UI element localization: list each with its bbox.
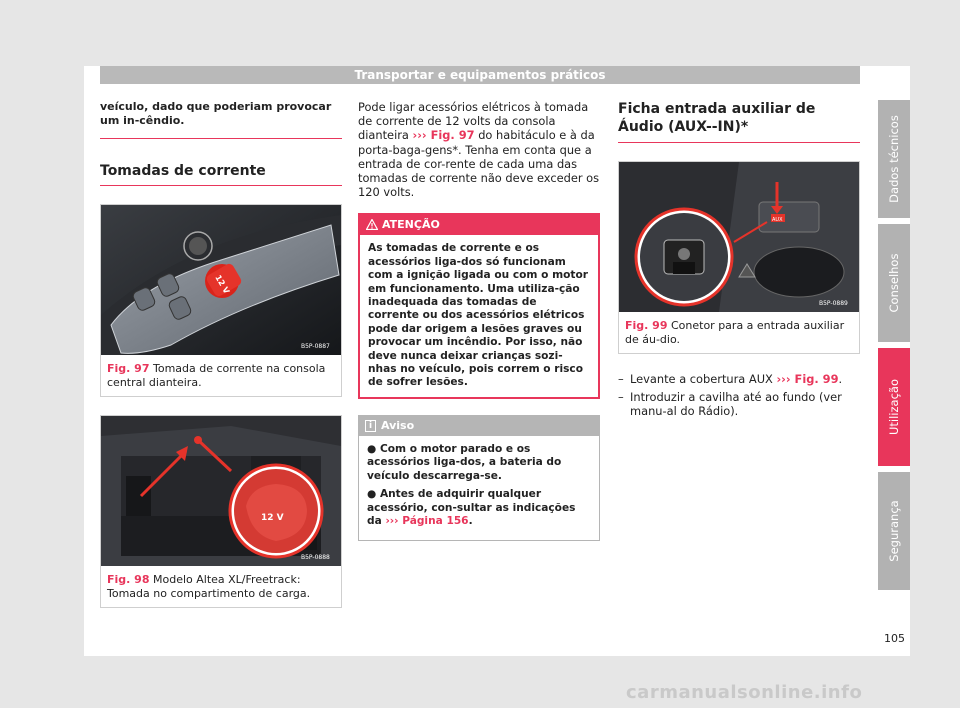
figure-code: B5P-0889: [819, 300, 848, 307]
fig97-link[interactable]: ››› Fig. 97: [412, 128, 475, 143]
section-title-aux: Ficha entrada auxiliar de Áudio (AUX--IN)*: [618, 100, 860, 143]
tab-label: Utilização: [887, 378, 901, 436]
atencao-box: [358, 213, 600, 398]
figure-code: B5P-0888: [301, 554, 330, 561]
step-dash: –: [618, 390, 624, 405]
figure-label: Fig. 99: [625, 319, 668, 332]
aviso-item-end: .: [468, 514, 473, 527]
figure-caption-text: Modelo Altea XL/Freetrack: Tomada no compartimento de carga.: [107, 573, 311, 600]
figure-label: Fig. 98: [107, 573, 150, 586]
figure-caption: [619, 312, 859, 353]
aux-input-illustration: [619, 162, 859, 312]
aviso-item: ● Antes de adquirir qualquer acessório, con-sultar as indicações da ››› Página 156.: [367, 488, 576, 527]
info-icon: i: [365, 420, 376, 432]
warning-continuation: veículo, dado que poderiam provocar um in-cêndio.: [100, 100, 342, 139]
intro-text: Pode ligar acessórios elétricos à tomada de corrente de 12 volts da consola dianteira: [358, 100, 589, 143]
figure-caption-text: Tomada de corrente na consola central dianteira.: [107, 362, 326, 389]
figure-caption: [101, 566, 341, 607]
step-end: .: [838, 372, 843, 386]
intro-text-cont: do habitáculo e à da porta-baga-gens*. Tenha em conta que a entrada de cor-rente de cada uma das tomadas de corrente não deve exceder os 120 volts.: [358, 128, 600, 200]
console-socket-illustration: [101, 205, 341, 355]
tab-label: Segurança: [887, 500, 901, 562]
tab-dados-tecnicos[interactable]: [878, 100, 910, 218]
aviso-title: Aviso: [381, 418, 415, 432]
column-right: [618, 100, 860, 419]
step-2: [618, 390, 860, 418]
tab-utilizacao[interactable]: [878, 348, 910, 466]
step-text: Levante a cobertura AUX: [630, 372, 773, 386]
section-title-tomadas: Tomadas de corrente: [100, 163, 342, 186]
cargo-socket-illustration: [101, 416, 341, 566]
aviso-text: [359, 436, 599, 540]
tab-seguranca[interactable]: [878, 472, 910, 590]
page-header: Transportar e equipamentos práticos: [100, 66, 860, 84]
aviso-box: [358, 415, 600, 541]
atencao-text: As tomadas de corrente e os acessórios liga-dos só funcionam com a ignição ligada ou com o motor em funcionamento. Uma utiliza-ção inadequada das tomadas de corrente ou dos acessórios elétricos pode dar origem a lesões graves ou provocar um incêndio. Por isso, não deve nunca deixar crianças sozi-nhas no veículo, pois correm o risco de sofrer lesões.: [368, 242, 588, 389]
aviso-item-text: Antes de adquirir qualquer acessório, con-sultar as indicações da: [367, 488, 576, 527]
plug-label: 12 V: [213, 273, 232, 296]
aviso-item: ● Com o motor parado e os acessórios liga-dos, a bateria do veículo descarrega-se.: [367, 442, 562, 482]
step-dash: –: [618, 372, 624, 386]
column-middle: [358, 100, 600, 541]
figure-98: [100, 415, 342, 608]
figure-97: [100, 204, 342, 397]
atencao-title: ATENÇÃO: [382, 218, 440, 232]
page-number: 105: [884, 632, 905, 645]
figure-code: B5P-0887: [301, 343, 330, 350]
fig99-link[interactable]: ››› Fig. 99: [776, 372, 839, 386]
aux-label: AUX: [772, 217, 783, 223]
intro-paragraph: [358, 100, 600, 199]
tab-label: Conselhos: [887, 253, 901, 313]
aviso-header: [359, 416, 599, 436]
aviso-item-text: Com o motor parado e os acessórios liga-dos, a bateria do veículo descarrega-se.: [367, 442, 562, 482]
plug-label: 12 V: [261, 513, 284, 523]
step-1: [618, 372, 860, 386]
side-tabs: [878, 100, 910, 590]
page156-link[interactable]: ››› Página 156: [385, 514, 469, 527]
figure-caption-text: Conetor para a entrada auxiliar de áu-dio.: [625, 319, 845, 346]
figure-99: [618, 161, 860, 354]
warning-triangle-icon: [366, 219, 378, 230]
footer-watermark: carmanualsonline.info: [626, 682, 863, 703]
atencao-header: [360, 215, 598, 235]
figure-caption: [101, 355, 341, 396]
step-text: Introduzir a cavilha até ao fundo (ver manu-al do Rádio).: [630, 390, 842, 419]
column-left: [100, 100, 342, 608]
figure-label: Fig. 97: [107, 362, 150, 375]
tab-conselhos[interactable]: [878, 224, 910, 342]
tab-label: Dados técnicos: [887, 115, 901, 203]
